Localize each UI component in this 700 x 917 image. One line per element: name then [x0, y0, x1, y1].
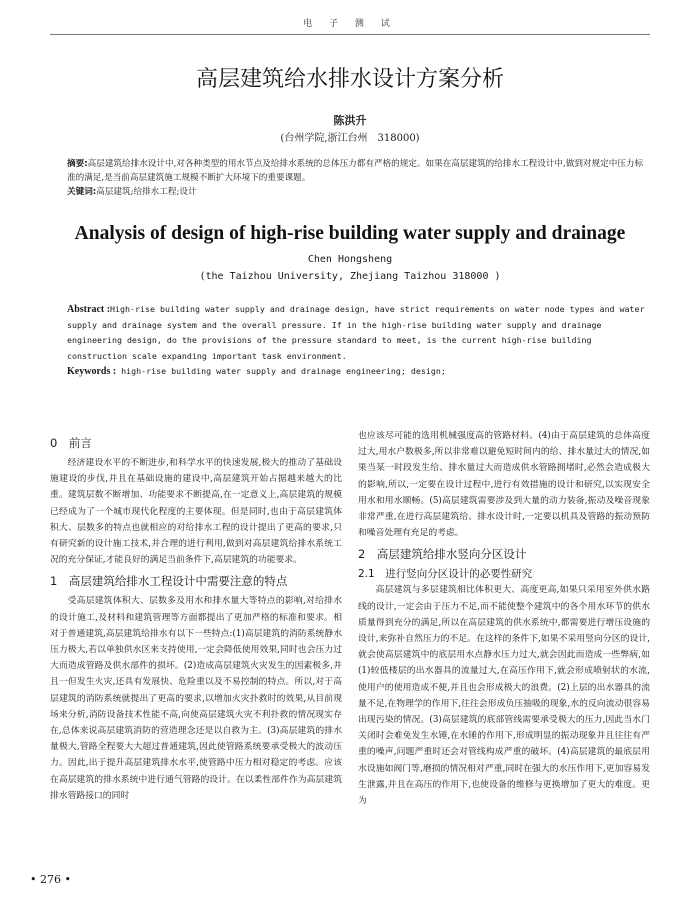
left-column [50, 430, 342, 804]
en-affiliation: (the Taizhou University, Zhejiang Taizhou 318000 ) [199, 271, 501, 282]
en-keywords-label: Keywords : [67, 366, 117, 377]
cn-affiliation: (台州学院,浙江台州 318000) [280, 133, 420, 144]
journal-running-header: 电 子 测 试 [303, 19, 397, 29]
en-abstract [67, 302, 651, 364]
en-author: Chen Hongsheng [307, 254, 393, 265]
section-1-paragraph: 受高层建筑体积大、层数多及用水和排水量大等特点的影响,对给排水的设计施工,及材料和建筑管理等方面都提出了更加严格的标准和要求。相对于普通建筑,高层建筑给排水有以下一些特点:(1)高层建筑的消防系统静水压力极大,若以单独供水区来支持使用,一定会降低使用效果,同时也会压力过大而造成管路及供水部件的损坏。(2)造成高层建筑火灾发生的因素极多,并且一但发生火灾,还具有发展快、危险重以及不易控制的特点。所以,对于高层建筑的消防系统就提出了更高的要求,以增加火灾扑救时的效果,从目前现场来分析,消防设备技术性能不高,向使高层建筑火灾不利扑救的情况现实存在,总体来说高层建筑消防的营造理念还是以自救为主。(3)高层建筑的排水量极大,管路全程要大大超过普通建筑,因此使管路系统要承受极大的波动压力。因此,出于提升高层建筑排水水平,使管路中压力相对稳定的考虑。应该在高层建筑的排水系统中进行通气管路的设计。在以柔性部件作为高层建筑排水管路接口的同时 [50, 596, 342, 801]
en-keywords [67, 364, 651, 380]
en-title: Analysis of design of high-rise building water supply and drainage [74, 223, 626, 244]
cn-abstract-label: 摘要: [67, 159, 88, 169]
cn-author: 陈洪升 [333, 114, 367, 127]
cn-title: 高层建筑给水排水设计方案分析 [195, 67, 504, 92]
cn-abstract [67, 157, 651, 185]
en-abstract-block [67, 302, 651, 380]
section-2-1-heading: 2.1 进行竖向分区设计的必要性研究 [358, 568, 533, 581]
section-0-heading: 0 前言 [50, 436, 92, 450]
cn-keywords-text: 高层建筑;给排水工程;设计 [96, 187, 197, 197]
cn-abstract-text: 高层建筑给排水设计中,对各种类型的用水节点及给排水系统的总体压力都有严格的规定。如果在高层建筑的给排水工程设计中,做到对规定中压力标准的满足,是当前高层建筑施工规模不断扩大环境下的重要课题。 [67, 159, 644, 183]
section-1-paragraph-continued: 也应该尽可能的选用机械强度高的管路材料。(4)由于高层建筑的总体高度过大,用水户数极多,所以非常难以避免短时间内的给、排水量过大的情况,如果当某一时段发生给、排水量过大而造成供水管路拥堵时,必然会造成极大的影响,所以,一定要在设计过程中,进行有效措施的设计和研究,以实现安全用水和用水顺畅。(5)高层建筑需要涉及到大量的动力装备,振动及噪音现象非常严重,在进行高层建筑给、排水设计时,一定要以机具及管路的振动预防和噪音处理有充足的考虑。 [358, 431, 650, 539]
section-2-heading: 2 高层建筑给排水竖向分区设计 [358, 547, 527, 562]
header-rule [50, 34, 650, 35]
cn-keywords-label: 关键词: [67, 187, 97, 197]
right-column [358, 428, 650, 809]
en-keywords-text: high-rise building water supply and drainage engineering; design; [121, 366, 446, 376]
page-number: • 276 • [30, 873, 71, 886]
en-abstract-text: High-rise building water supply and drainage design, have strict requirements on water node types and water supply and drainage system and the overall pressure. If in the high-rise building water supply and drainage engineering design, do the provisions of the pressure standard to meet, is the current high-rise building construction scale expanding important task environment. [67, 304, 645, 361]
section-1-heading: 1 高层建筑给排水工程设计中需要注意的特点 [50, 574, 288, 589]
cn-keywords [67, 185, 651, 199]
en-abstract-label: Abstract : [67, 304, 111, 315]
cn-abstract-block [67, 157, 651, 199]
section-0-paragraph: 经济建设水平的不断进步,和科学水平的快速发展,极大的推动了基础设施建设的步伐,并且在基础设施的建设中,高层建筑开始占据越来越大的比重。建筑层数不断增加、功能要求不断提高,在一定意义上,高层建筑的规模已经成为了一个城市现代化程度的主要体现。但是同时,也由于高层建筑体积大、层数多的特点也就相应的对给排水工程的设计提出了更高的要求,只有研究新的设计施工技术,并合理的进行利用,做到对高层建筑给排水系统工况的充分保证,才能良好的满足当前条件下,高层建筑的功能要求。 [50, 458, 342, 566]
section-2-1-paragraph: 高层建筑与多层建筑相比体积更大、高度更高,如果只采用室外供水路线的设计,一定会由于压力不足,而不能使整个建筑中的各个用水环节的供水质量得到充分的满足,所以在高层建筑的供水系统中,都需要进行增压设施的设计,来弥补自然压力的不足。在这样的条件下,如果不采用竖向分区的设计,就会使高层建筑中的底层用水点静水压力过大,就会因此而造成一些弊病,如(1)较低楼层的出水器具的流量过大,在高压作用下,就会形成喷射状的水流,使用户的使用造成不便,并且也会形成极大的浪费。(2)上层的出水器具的流量不足,在物理学的作用下,往往会形成负压抽吸的现象,水的反向流动很容易出现污染的情况。(3)高层建筑的底部管线需要承受极大的压力,因此当水门关闭时会难免发生水锤,在水锤的作用下,形成明显的振动现象并且往往有严重的噪声,问题严重时还会对管线构成严重的破坏。(4)高层建筑的最底层用水设施如阀门等,磨损的情况相对严重,同时在强大的水压作用下,更加容易发生泄露,并且在高压的作用下,也使设备的维修与更换增加了更大的难度。更为 [358, 585, 650, 807]
